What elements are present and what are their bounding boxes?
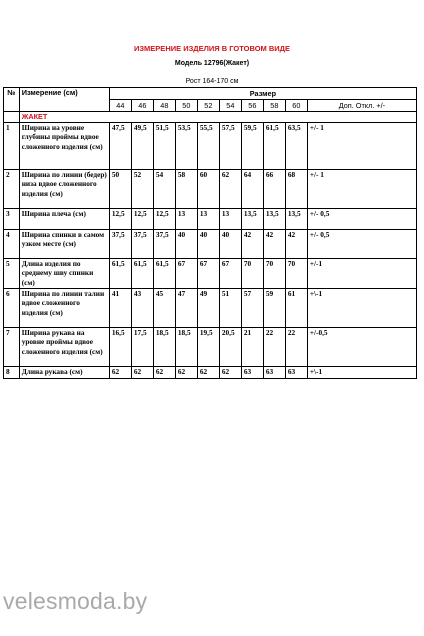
measurement-value: 70 <box>241 259 263 289</box>
measurement-value: 60 <box>197 170 219 209</box>
column-header-measure: Измерение (см) <box>19 88 109 112</box>
measurement-name: Ширина по линии (бедер) низа вдвое сложенного изделия (см) <box>19 170 109 209</box>
measurement-value: 37,5 <box>153 230 175 259</box>
measurement-value: 64 <box>241 170 263 209</box>
size-header-cell: 48 <box>153 100 175 112</box>
measurement-value: 12,5 <box>153 209 175 230</box>
table-row <box>4 328 417 367</box>
measurement-value: 42 <box>241 230 263 259</box>
measurement-table <box>3 87 417 379</box>
size-header-cell: 50 <box>175 100 197 112</box>
measurement-value: 57 <box>241 289 263 328</box>
measurement-value: 51,5 <box>153 123 175 170</box>
measurement-value: 50 <box>109 170 131 209</box>
measurement-value: 70 <box>285 259 307 289</box>
measurement-value: 42 <box>263 230 285 259</box>
measurement-value: 54 <box>153 170 175 209</box>
measurement-value: 13 <box>175 209 197 230</box>
measurement-value: 49 <box>197 289 219 328</box>
table-row <box>4 259 417 289</box>
measurement-value: 51 <box>219 289 241 328</box>
measurement-name: Ширина на уровне глубины проймы вдвое сложенного изделия (см) <box>19 123 109 170</box>
measurement-value: 67 <box>175 259 197 289</box>
measurement-value: 61 <box>285 289 307 328</box>
row-number: 1 <box>4 123 20 170</box>
table-row <box>4 209 417 230</box>
tolerance-value: +\-1 <box>307 367 416 379</box>
height-range: Рост 164-170 см <box>185 78 239 85</box>
size-header-cell: 44 <box>109 100 131 112</box>
tolerance-value: +\-1 <box>307 289 416 328</box>
measurement-value: 12,5 <box>131 209 153 230</box>
table-row <box>4 367 417 379</box>
row-number: 5 <box>4 259 20 289</box>
row-number: 8 <box>4 367 20 379</box>
measurement-value: 37,5 <box>109 230 131 259</box>
measurement-value: 63 <box>263 367 285 379</box>
measurement-value: 61,5 <box>153 259 175 289</box>
measurement-value: 58 <box>175 170 197 209</box>
measurement-value: 18,5 <box>175 328 197 367</box>
measurement-name: Ширина рукава на уровне проймы вдвое сложенного изделия (см) <box>19 328 109 367</box>
table-row <box>4 230 417 259</box>
column-header-size: Размер <box>109 88 416 100</box>
measurement-value: 62 <box>219 367 241 379</box>
measurement-value: 59 <box>263 289 285 328</box>
measurement-value: 17,5 <box>131 328 153 367</box>
measurement-value: 57,5 <box>219 123 241 170</box>
document-title: ИЗМЕРЕНИЕ ИЗДЕЛИЯ В ГОТОВОМ ВИДЕ <box>133 44 291 53</box>
measurement-value: 62 <box>175 367 197 379</box>
measurement-value: 20,5 <box>219 328 241 367</box>
tolerance-value: +/-0,5 <box>307 328 416 367</box>
measurement-value: 41 <box>109 289 131 328</box>
measurement-value: 59,5 <box>241 123 263 170</box>
measurement-value: 18,5 <box>153 328 175 367</box>
measurement-value: 16,5 <box>109 328 131 367</box>
tolerance-value: +/- 1 <box>307 123 416 170</box>
row-number: 2 <box>4 170 20 209</box>
model-label: Модель 12796(Жакет) <box>174 60 250 67</box>
watermark: velesmoda.by <box>3 588 148 614</box>
size-header-cell: 46 <box>131 100 153 112</box>
measurement-value: 62 <box>197 367 219 379</box>
size-header-cell: 60 <box>285 100 307 112</box>
measurement-value: 40 <box>219 230 241 259</box>
measurement-value: 63,5 <box>285 123 307 170</box>
measurement-value: 13,5 <box>285 209 307 230</box>
measurement-value: 45 <box>153 289 175 328</box>
measurement-value: 67 <box>197 259 219 289</box>
size-header-cell: 58 <box>263 100 285 112</box>
measurement-value: 61,5 <box>131 259 153 289</box>
tolerance-value: +/-1 <box>307 259 416 289</box>
measurement-value: 63 <box>285 367 307 379</box>
measurement-value: 13 <box>197 209 219 230</box>
measurement-value: 68 <box>285 170 307 209</box>
measurement-value: 47 <box>175 289 197 328</box>
measurement-value: 42 <box>285 230 307 259</box>
tolerance-value: +/- 0,5 <box>307 230 416 259</box>
size-header-cell: 54 <box>219 100 241 112</box>
measurement-value: 43 <box>131 289 153 328</box>
measurement-value: 13,5 <box>263 209 285 230</box>
measurement-value: 62 <box>219 170 241 209</box>
measurement-value: 22 <box>263 328 285 367</box>
measurement-value: 62 <box>109 367 131 379</box>
column-header-tolerance: Доп. Откл. +/- <box>307 100 416 112</box>
measurement-value: 66 <box>263 170 285 209</box>
measurement-value: 12,5 <box>109 209 131 230</box>
row-number: 7 <box>4 328 20 367</box>
measurement-name: Длина изделия по среднему шву спинки (см) <box>19 259 109 289</box>
row-number: 6 <box>4 289 20 328</box>
table-row <box>4 123 417 170</box>
row-number: 4 <box>4 230 20 259</box>
measurement-value: 49,5 <box>131 123 153 170</box>
measurement-value: 47,5 <box>109 123 131 170</box>
tolerance-value: +/- 0,5 <box>307 209 416 230</box>
measurement-value: 37,5 <box>131 230 153 259</box>
measurement-name: Длина рукава (см) <box>19 367 109 379</box>
measurement-value: 13,5 <box>241 209 263 230</box>
size-header-cell: 52 <box>197 100 219 112</box>
measurement-value: 62 <box>131 367 153 379</box>
size-header-cell: 56 <box>241 100 263 112</box>
measurement-value: 40 <box>175 230 197 259</box>
row-number: 3 <box>4 209 20 230</box>
measurement-value: 67 <box>219 259 241 289</box>
measurement-value: 63 <box>241 367 263 379</box>
measurement-value: 61,5 <box>109 259 131 289</box>
measurement-name: Ширина плеча (см) <box>19 209 109 230</box>
measurement-value: 40 <box>197 230 219 259</box>
section-label: ЖАКЕТ <box>19 112 416 123</box>
table-row <box>4 289 417 328</box>
measurement-value: 13 <box>219 209 241 230</box>
section-number-cell <box>4 112 20 123</box>
measurement-name: Ширина спинки в самом узком месте (см) <box>19 230 109 259</box>
measurement-value: 22 <box>285 328 307 367</box>
measurement-value: 70 <box>263 259 285 289</box>
measurement-name: Ширина по линии талии вдвое сложенного изделия (см) <box>19 289 109 328</box>
table-row <box>4 170 417 209</box>
measurement-value: 61,5 <box>263 123 285 170</box>
column-header-number: № <box>4 88 20 112</box>
measurement-value: 19,5 <box>197 328 219 367</box>
measurement-value: 53,5 <box>175 123 197 170</box>
tolerance-value: +/- 1 <box>307 170 416 209</box>
measurement-value: 21 <box>241 328 263 367</box>
measurement-value: 55,5 <box>197 123 219 170</box>
measurement-value: 62 <box>153 367 175 379</box>
measurement-value: 52 <box>131 170 153 209</box>
